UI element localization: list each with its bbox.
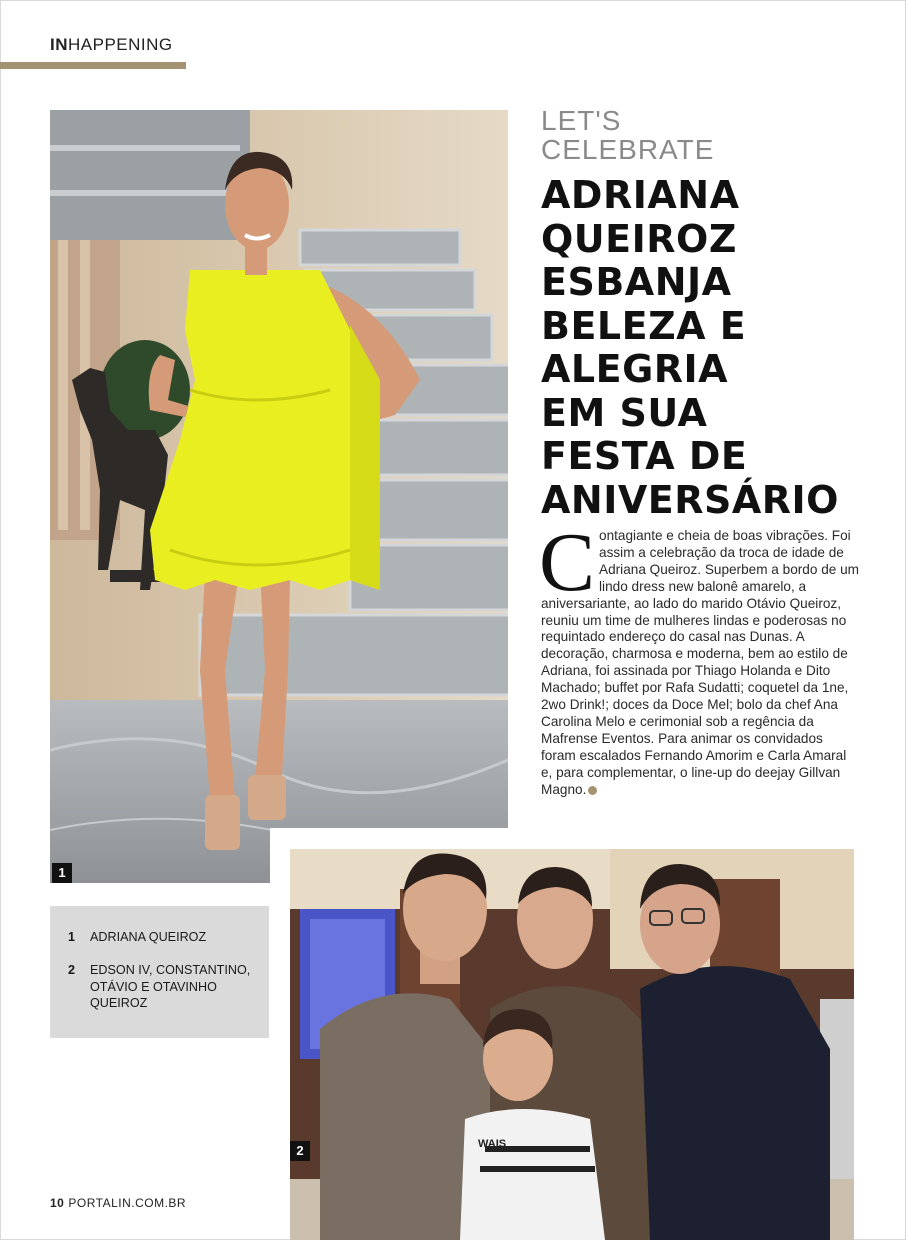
caption-item (68, 929, 255, 946)
caption-text: EDSON IV, CONSTANTINO, OTÁVIO E OTAVINHO QUEIROZ (90, 963, 251, 1010)
headline-line: ADRIANA (541, 173, 740, 217)
photo-2-number: 2 (290, 1141, 310, 1161)
photo-1-adriana (50, 110, 508, 883)
headline (541, 174, 871, 522)
section-rule (0, 62, 186, 69)
section-tag (50, 35, 173, 55)
photo-2-group (290, 849, 854, 1240)
section-tag-bold: IN (50, 35, 68, 54)
headline-line: EM SUA (541, 390, 708, 435)
caption-number: 2 (68, 963, 76, 977)
folio (50, 1196, 186, 1210)
headline-line: BELEZA E (541, 303, 747, 348)
caption-box (50, 906, 269, 1038)
jersey-text: WAIS (478, 1138, 507, 1150)
caption-text: ADRIANA QUEIROZ (90, 930, 207, 944)
headline-line: QUEIROZ (541, 216, 737, 261)
kicker (541, 106, 871, 164)
article-body (539, 516, 859, 799)
kicker-line-2: CELEBRATE (541, 134, 715, 165)
photo-1-number: 1 (52, 863, 72, 883)
kicker-line-1: LET'S (541, 105, 622, 136)
drop-cap: C (539, 516, 596, 609)
page-number: 10 (50, 1196, 65, 1210)
caption-item (68, 962, 255, 1012)
site-name: PORTALIN.COM.BR (68, 1196, 187, 1210)
end-mark-icon (588, 786, 597, 795)
headline-line: ESBANJA (541, 260, 732, 304)
headline-line: FESTA DE (541, 434, 748, 478)
article-text: ontagiante e cheia de boas vibrações. Foi assim a celebração da troca de idade de Adriana Queiroz. Superbem a bordo de um lindo dress new balonê amarelo, a aniversariante, ao lado do marido Otávio Queiroz, reuniu um time de mulheres lindas e poderosas no requintado endereço do casal nas Dunas. A decoração, charmosa e moderna, bem ao estilo de Adriana, foi assinada por Thiago Holanda e Dito Machado; buffet por Rafa Sudatti; coquetel da 1ne, 2wo Drink!; doces da Doce Mel; bolo da chef Ana Carolina Melo e cerimonial sob a regência da Mafrense Eventos. Para animar os convidados foram escalados Fernando Amorim e Carla Amaral e, para complementar, o line-up do deejay Gillvan Magno. (541, 528, 859, 797)
section-tag-rest: HAPPENING (68, 35, 173, 54)
headline-line: ANIVERSÁRIO (541, 477, 839, 522)
caption-number: 1 (68, 930, 76, 944)
headline-line: ALEGRIA (541, 347, 729, 391)
